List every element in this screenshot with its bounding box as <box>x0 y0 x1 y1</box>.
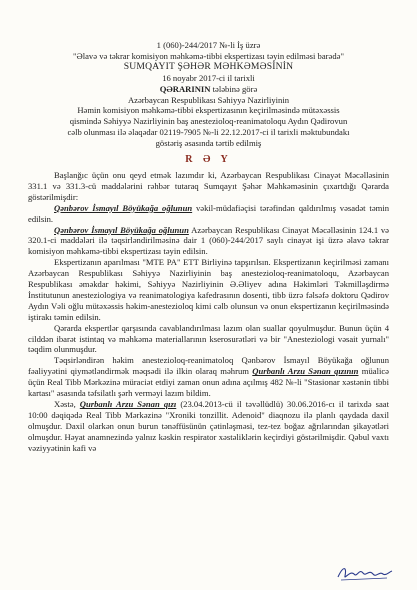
paragraph-3 <box>28 225 389 258</box>
paragraph-3-text: Azərbaycan Respublikası Cinayət Məcəlləsinin 124.1 və 320.1-ci maddələri ilə təqsirləndirilməsinə dair 1 (060)-244/2017 saylı cinayət işi üzrə əlavə təkrar komisiyon məhkəmə-tibbi ekspertizası təyin edilsin. <box>28 224 389 257</box>
paragraph-6-text-a: Təqsirləndirən həkim anesteziolоq-reanimatoloq Qənbərov İsmayıl Böyükağa oğlunun fəaliyyətini qiymətləndirmək məqsədi ilə ilkin olaraq məhrum <box>28 355 389 377</box>
paragraph-7-text-a: Xəstə, <box>54 399 80 409</box>
decision-date: 16 noyabr 2017-ci il tarixli <box>162 72 255 83</box>
document-header <box>28 40 389 149</box>
case-number-line: 1 (060)-244/2017 №-li İş üzrə <box>156 40 261 50</box>
court-name: SUMQAYIT ŞƏHƏR MƏHKƏMƏSİNİN <box>123 60 294 72</box>
paragraph-1: Başlanğıc üçün onu qeyd etmək lazımdır ki, Azərbaycan Respublikası Cinayət Məcəlləsinin 331.1 və 331.3-cü maddələrini rəhbər tutaraq Sumqayıt Şəhər Məhkəməsinin çıxartdığı Qərarda göstərilmişdir: <box>28 169 389 202</box>
header-line-9: cəlb olunması ilə əlaqədar 02119-7905 №-li 22.12.2017-ci il tarixli məktubundakı <box>67 127 350 138</box>
paragraph-7 <box>28 399 389 454</box>
decision-title: QƏRARININ <box>159 83 211 94</box>
defendant-name: Qənbərov İsmayıl Böyükağa oğlunun <box>54 202 193 213</box>
ministry-line: Azərbaycan Respublikası Səhiyyə Nazirliyinin <box>127 94 290 105</box>
paragraph-5: Qərarda ekspertlər qarşısında cavablandırılması lazım olan suallar qoyulmuşdur. Bunun üçün 4 cilddən ibarət istintaq və məhkəmə materiallarının kserosurətləri və bir "Anesteziologi vəsait yurnalı" təqdim olunmuşdur. <box>28 322 389 355</box>
patient-name-2: Qurbanlı Arzu Sənan qızı <box>79 399 177 409</box>
subject-line: "Əlavə və təkrar komisiyon məhkəmə-tibbi ekspertizası təyin edilməsi barədə" <box>73 50 344 61</box>
paragraph-6 <box>28 355 389 399</box>
decision-title-rest: tələbinə görə <box>212 83 258 94</box>
paragraph-7-text-b: (23.04.2013-cü il təvəllüdlü) 30.06.2016-cı il tarixdə saat 10:00 dəqiqədə Real Tibb Mərkəzinə "Xroniki tonzillit. Adenoid" diaqnozu ilə planlı qaydada daxil olmuşdur. Daxil olarkən onun burun tənəffüsünün çətinləşməsi, tez-tez boğaz ağrılarından şikayətləri olmuşdur. Həyat anamnezində yalnız kəskin respirator xəstəliklərin keçirdiyi göstərilmişdir. Qəbul vaxtı vəziyyətinin kafi və <box>28 399 390 453</box>
handwritten-signature <box>335 562 395 584</box>
header-line-8: qismində Səhiyyə Nazirliyinin baş anesteziolоq-reanimatoloqu Aydın Qədirovun <box>69 116 348 127</box>
patient-name: Qurbanlı Arzu Sənan qızının <box>252 366 359 377</box>
defendant-name-2: Qənbərov İsmayıl Böyükağa oğlunun <box>54 224 189 235</box>
opinion-heading: R Ə Y <box>185 154 232 166</box>
paragraph-2-text: vəkil-müdafiəçisi tərəfindən qaldırılmış vəsadət təmin edilsin. <box>28 202 390 224</box>
paragraph-6-text-b: müalicə üçün Real Tibb Mərkəzinə müraciət etdiyi zaman onun adına açılmış 482 №-li "Stasionar xəstənin tibbi kartası" əsasında təfsilatlı şərh verməyi lazım bildim. <box>28 366 389 399</box>
decision-title-line <box>28 84 389 95</box>
paragraph-4: Ekspertizanın aparılması "MTE PA" ETT Birliyinə tapşırılsın. Ekspertizanın keçirilməsi zamanı Azərbaycan Respublikası Səhiyyə Nazirliyinin baş anesteziolоq-reanimatoloqu, Azərbaycan Respublikası əməkdar həkimi, Səhiyyə Nazirliyinin Ə.Əliyev adına Həkimləri Təkmilləşdirmə İnstitutunun anesteziologiya və reanimatologiya kafedrasının dosenti, tibb üzrə fəlsəfə doktoru Qədirov Aydın Vəli oğlu mütəxəssis həkim-anesteziolоq kimi cəlb olunsun və onun ekspertizanın keçirilməsində iştirakı təmin edilsin. <box>28 257 389 322</box>
paragraph-2 <box>28 203 389 225</box>
header-line-7: Həmin komisiyon məhkəmə-tibbi ekspertizasının keçirilməsində mütəxəssis <box>77 105 340 116</box>
header-line-10: göstəriş əsasında tərtib edilmiş <box>155 138 262 149</box>
